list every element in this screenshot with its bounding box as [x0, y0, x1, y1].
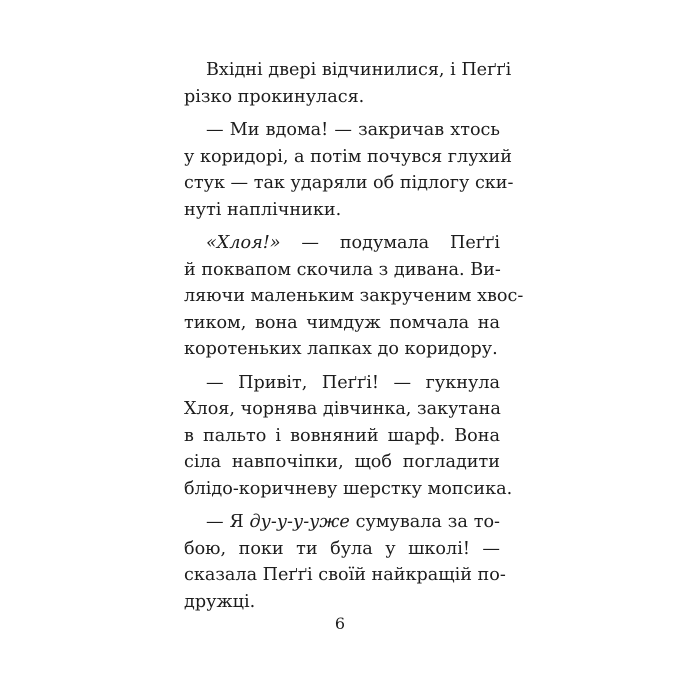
text-segment: — Привіт, Пеґґі! — гукнула [206, 372, 500, 393]
text-line [184, 370, 500, 397]
text-segment: коротеньких лапках до коридору. [184, 339, 498, 359]
text-segment: — Я [206, 512, 250, 532]
paragraph [184, 230, 524, 363]
text-line [184, 57, 512, 84]
paragraph-gap [184, 363, 500, 370]
paragraph-gap [184, 223, 500, 230]
text-line [184, 423, 500, 450]
text-line [184, 310, 500, 337]
text-segment: сіла навпочіпки, щоб погладити [184, 452, 500, 472]
paragraph [184, 57, 512, 110]
text-line [184, 257, 500, 284]
text-segment: різко прокинулася. [184, 86, 365, 107]
text-line [184, 230, 500, 257]
text-segment: ляючи маленьким закрученим хвос- [184, 286, 524, 306]
text-line [184, 562, 506, 589]
text-segment: у коридорі, а потім почувся глухий [184, 146, 512, 167]
italic-text: ду-у-у-уже [249, 512, 350, 532]
text-segment: Хлоя, чорнява дівчинка, закутана [184, 399, 501, 419]
text-segment: бою, поки ти була у школі! — [184, 538, 500, 559]
text-line [184, 536, 500, 563]
paragraph-gap [184, 502, 500, 509]
text-segment: нуті наплічники. [184, 199, 342, 220]
text-segment: стук — так ударяли об підлогу ски- [184, 173, 514, 193]
body-text [184, 57, 524, 615]
text-line [184, 197, 500, 224]
text-segment: тиком, вона чимдуж помчала на [184, 312, 500, 333]
paragraph [184, 370, 513, 503]
italic-text: «Хлоя!» [206, 233, 281, 253]
paragraph [184, 509, 506, 615]
text-segment: й поквапом скочила з дивана. Ви- [184, 259, 501, 280]
text-line [184, 336, 500, 363]
text-line [184, 283, 524, 310]
text-segment: Вхідні двері відчинилися, і Пеґґі [206, 60, 512, 80]
text-segment: — подумала Пеґґі [280, 233, 500, 253]
text-segment: сказала Пеґґі своїй найкращій по- [184, 565, 506, 585]
text-line [184, 509, 500, 536]
text-line [184, 476, 513, 503]
text-segment: сумувала за то- [349, 512, 500, 532]
text-line [184, 84, 500, 111]
text-segment: в пальто і вовняний шарф. Вона [184, 425, 500, 446]
text-line [184, 170, 514, 197]
text-line [184, 396, 500, 423]
paragraph-gap [184, 110, 500, 117]
page-number: 6 [334, 614, 346, 633]
text-line [184, 589, 500, 616]
text-line [184, 117, 500, 144]
text-segment: дружці. [184, 591, 256, 612]
paragraph [184, 117, 514, 223]
text-segment: — Ми вдома! — закричав хтось [206, 120, 500, 140]
text-line [184, 449, 500, 476]
text-line [184, 144, 512, 171]
text-segment: блідо-коричневу шерстку мопсика. [184, 478, 513, 499]
